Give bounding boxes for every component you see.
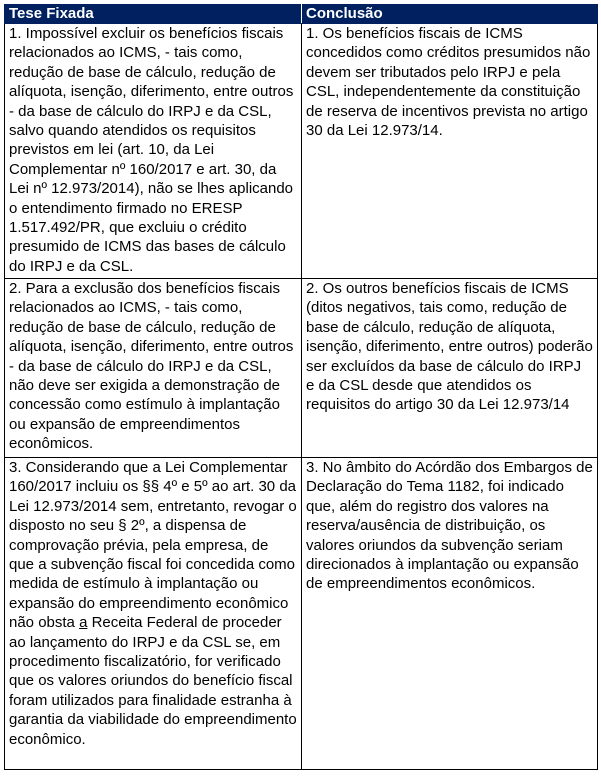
table-header-row: [5, 5, 598, 24]
theses-table: [4, 4, 598, 770]
tese-text-part: Receita Federal de proceder ao lançamento do IRPJ e da CSL se, em procedimento fiscalizatório, for verificado que os valores oriundos do benefício fiscal foram utilizados para finalidade estranha à garantia da viabilidade do empreendimento econômico.: [9, 614, 297, 748]
table-row: [5, 24, 598, 279]
tese-text-part: 3. Considerando que a Lei Complementar 160/2017 incluiu os §§ 4º e 5º ao art. 30 da Lei 12.973/2014 sem, entretanto, revogar o disposto no seu § 2º, a dispensa de comprovação prévia, pela empresa, de que a subvenção fiscal foi concedida como medida de estímulo à implantação ou expansão do empreendimento econômico não obsta: [9, 459, 297, 632]
conclusao-cell: 3. No âmbito do Acórdão dos Embargos de Declaração do Tema 1182, foi indicado que, além do registro dos valores na reserva/ausência de distribuição, os valores oriundos da subvenção seriam direcionados à implantação ou expansão de empreendimentos econômicos.: [302, 458, 598, 770]
header-conclusao: Conclusão: [302, 5, 598, 24]
underlined-word: a: [79, 614, 88, 632]
conclusao-cell: 2. Os outros benefícios fiscais de ICMS (ditos negativos, tais como, redução de base de cálculo, redução de alíquota, isenção, diferimento, entre outros) poderão ser excluídos da base de cálculo do IRPJ e da CSL desde que atendidos os requisitos do artigo 30 da Lei 12.973/14: [302, 279, 598, 458]
conclusao-cell: 1. Os benefícios fiscais de ICMS concedidos como créditos presumidos não devem ser tributados pelo IRPJ e pela CSL, independentemente da constituição de reserva de incentivos prevista no artigo 30 da Lei 12.973/14.: [302, 24, 598, 279]
table-row: [5, 458, 598, 770]
table-row: [5, 279, 598, 458]
tese-cell: 1. Impossível excluir os benefícios fiscais relacionados ao ICMS, - tais como, redução de base de cálculo, redução de alíquota, isenção, diferimento, entre outros - da base de cálculo do IRPJ e da CSL, salvo quando atendidos os requisitos previstos em lei (art. 10, da Lei Complementar nº 160/2017 e art. 30, da Lei nº 12.973/2014), não se lhes aplicando o entendimento firmado no ERESP 1.517.492/PR, que excluiu o crédito presumido de ICMS das bases de cálculo do IRPJ e da CSL.: [5, 24, 302, 279]
tese-cell: [5, 458, 302, 770]
tese-cell: 2. Para a exclusão dos benefícios fiscais relacionados ao ICMS, - tais como, redução de base de cálculo, redução de alíquota, isenção, diferimento, entre outros - da base de cálculo do IRPJ e da CSL, não deve ser exigida a demonstração de concessão como estímulo à implantação ou expansão de empreendimentos econômicos.: [5, 279, 302, 458]
header-tese-fixada: Tese Fixada: [5, 5, 302, 24]
